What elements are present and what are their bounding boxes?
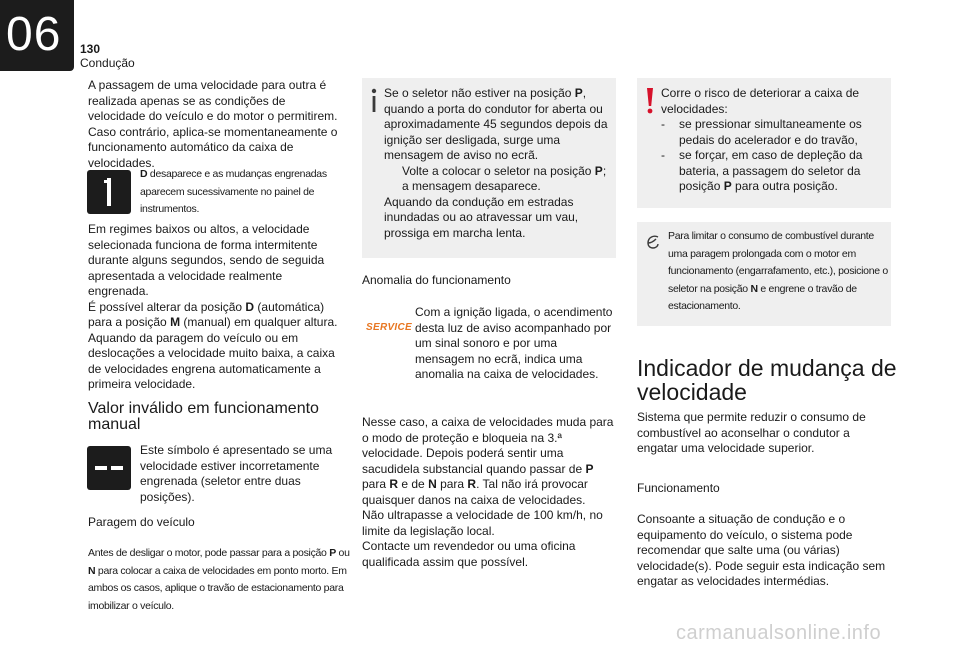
operation-description: Consoante a situação de condução e o equipamento do veículo, o sistema pode recomendar que salte uma (ou várias) velocidade(s). Pode seguir esta indicação sem engatar as velocidades intermédias. bbox=[637, 512, 886, 588]
indicator-heading: Indicador de mudança de velocidade bbox=[637, 355, 897, 405]
chapter-tab bbox=[0, 0, 74, 71]
anomaly-description: Com a ignição ligada, o acendimento desta luz de aviso acompanhado por um sinal sonoro e por uma mensagem no ecrã, indica uma anomalia na caixa de velocidades. bbox=[415, 305, 613, 381]
gear-change-paragraph: A passagem de uma velocidade para outra é realizada apenas se as condições de velocidade do veículo e do motor o permitirem. Caso contrário, aplica-se momentaneamente o funcionamento automático da caixa de velocidades. bbox=[88, 78, 338, 170]
info-i-icon bbox=[369, 88, 379, 112]
warning-box bbox=[637, 78, 891, 208]
gear-note bbox=[140, 166, 340, 219]
invalid-gear-dashes-icon bbox=[95, 465, 123, 471]
page-number: 130 bbox=[80, 42, 101, 56]
stop-first-gear-text: Aquando da paragem do veículo ou em deslocações a velocidade muito baixa, a caixa de velocidades engrena automaticamente a primeira velocidade. bbox=[88, 330, 335, 391]
warning-item-1: - se pressionar simultaneamente os pedais do acelerador e do travão, bbox=[661, 117, 862, 147]
gear-one-symbol-icon bbox=[104, 178, 114, 206]
arrow-pointer-icon bbox=[384, 164, 402, 195]
invalid-symbol-box bbox=[87, 446, 131, 490]
flooded-road-text: Aquando da condução em estradas inundadas ou ao atravessar um vau, prossiga em marcha lenta. bbox=[384, 194, 579, 240]
service-warning-icon: SERVICE bbox=[366, 322, 413, 333]
operation-heading: Funcionamento bbox=[637, 481, 720, 495]
indicator-description: Sistema que permite reduzir o consumo de combustível ao aconselhar o condutor a engatar uma velocidade superior. bbox=[637, 410, 866, 455]
eco-leaf-icon bbox=[645, 234, 661, 250]
note-d-text: desaparece e as mudanças engrenadas aparecem sucessivamente no painel de instrumentos. bbox=[140, 168, 327, 215]
warning-exclamation-icon bbox=[646, 88, 654, 114]
contact-dealer-text: Contacte um revendedor ou uma oficina qualificada assim que possível. bbox=[362, 539, 576, 569]
warning-text: Corre o risco de deteriorar a caixa de velocidades: - se pressionar simultaneamente os pedais do acelerador e do travão, - se forçar, em caso de depleção da bateria, a passagem do seletor da posição P para outra posição. bbox=[661, 86, 887, 195]
note-d-letter: D bbox=[140, 168, 148, 180]
vehicle-stop-text: Antes de desligar o motor, pode passar para a posição P ou N para colocar a caixa de velocidades em ponto morto. Em ambos os casos, aplique o travão de estacionamento para imobilizar o veículo. bbox=[88, 547, 350, 612]
watermark: carmanualsonline.info bbox=[676, 622, 882, 644]
regimes-paragraphs bbox=[88, 222, 346, 393]
mode-change-text: É possível alterar da posição D (automática) para a posição M (manual) em qualquer altura. bbox=[88, 299, 338, 329]
anomaly-heading: Anomalia do funcionamento bbox=[362, 273, 511, 287]
column-1 bbox=[88, 78, 346, 171]
anomaly-body: Nesse caso, a caixa de velocidades muda para o modo de proteção e bloqueia na 3.ª velocidade. Depois poderá sentir uma sacudidela substancial quando passar de P para R e de N para R. Tal não irá provocar quaisquer danos na caixa de velocidades. Não ultrapasse a velocidade de 100 km/h, no limite da legislação local. Contacte um revendedor ou uma oficina qualificada assim que possível. bbox=[362, 415, 618, 570]
selector-info-box bbox=[362, 78, 616, 258]
invalid-value-heading: Valor inválido em funcionamento manual bbox=[88, 400, 319, 433]
regimes-text: Em regimes baixos ou altos, a velocidade selecionada funciona de forma intermitente durante alguns segundos, sendo de seguida apresentada a velocidade realmente engrenada. bbox=[88, 222, 325, 298]
speed-limit-text: Não ultrapasse a velocidade de 100 km/h, no limite da legislação local. bbox=[362, 508, 603, 538]
invalid-description: Este símbolo é apresentado se uma velocidade estiver incorretamente engrenada (seletor entre duas posições). bbox=[140, 443, 333, 504]
vehicle-stop-heading: Paragem do veículo bbox=[88, 515, 195, 529]
chapter-number: 06 bbox=[6, 8, 62, 61]
section-name: Condução bbox=[80, 56, 135, 70]
warning-item-2: - se forçar, em caso de depleção da bateria, a passagem do seletor da posição P para outra posição. bbox=[661, 148, 863, 193]
selector-info-text: Se o seletor não estiver na posição P, quando a porta do condutor for aberta ou aproximadamente 45 segundos depois da ignição ser desligada, surge uma mensagem de aviso no ecrã. Volte a colocar o seletor na posição P; a mensagem desaparece. Aquando da condução em estradas inundadas ou ao atravessar um vau, prossiga em marcha lenta. bbox=[384, 86, 610, 241]
eco-box bbox=[637, 222, 891, 326]
gear-symbol-box bbox=[87, 170, 131, 214]
eco-text: Para limitar o consumo de combustível durante uma paragem prolongada com o motor em funcionamento (engarrafamento, etc.), posicione o seletor na posição N e engrene o travão de estacionamento. bbox=[668, 230, 888, 312]
